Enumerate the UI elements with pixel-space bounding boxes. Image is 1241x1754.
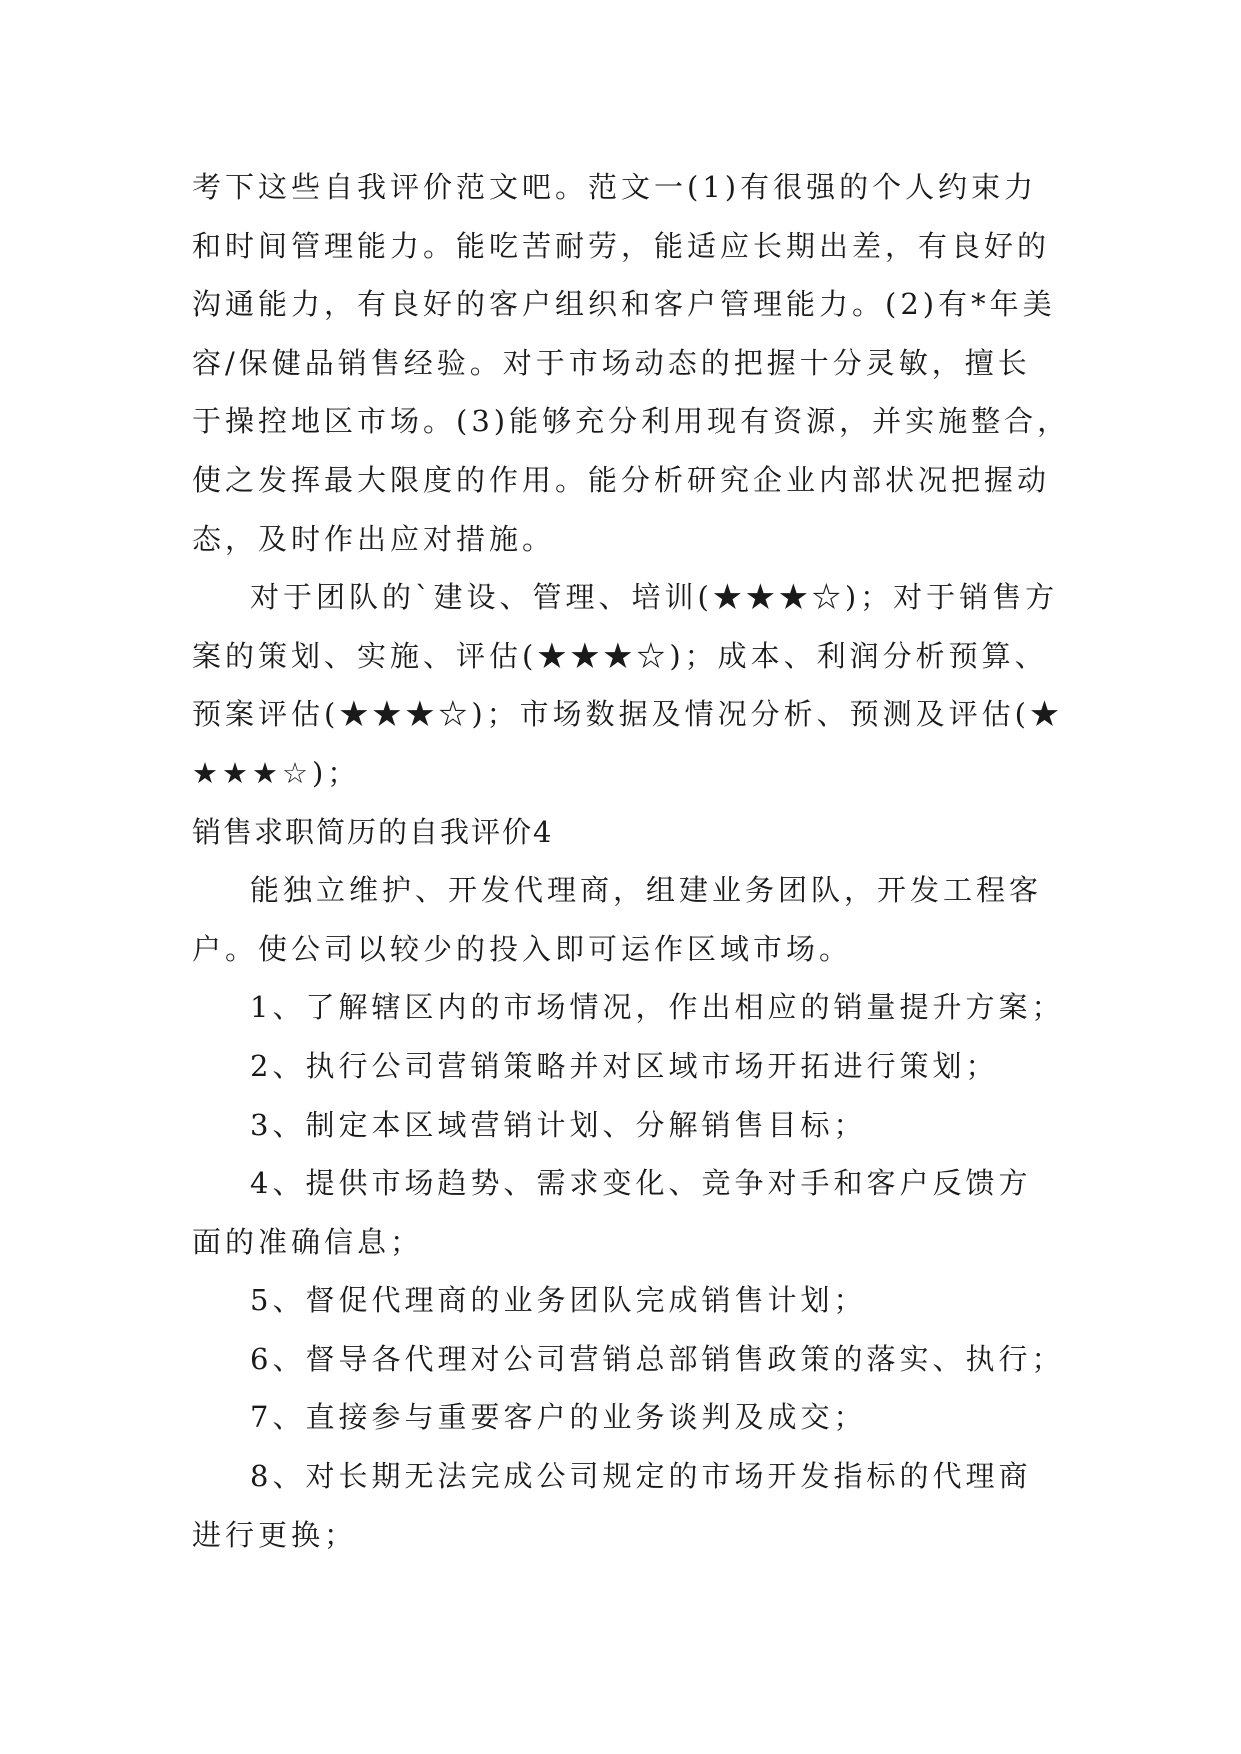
text-line: 容/保健品销售经验。对于市场动态的把握十分灵敏，擅长	[192, 345, 1031, 380]
list-item: 5、督促代理商的业务团队完成销售计划；	[250, 1283, 867, 1318]
list-item: 3、制定本区域营销计划、分解销售目标；	[250, 1107, 867, 1142]
text-line: 沟通能力，有良好的客户组织和客户管理能力。(2)有*年美	[192, 287, 1056, 322]
list-item: 7、直接参与重要客户的业务谈判及成交；	[250, 1400, 867, 1435]
text-line: 使之发挥最大限度的作用。能分析研究企业内部状况把握动	[192, 462, 1051, 497]
list-item: 8、对长期无法完成公司规定的市场开发指标的代理商	[250, 1459, 1032, 1494]
text-line: 对于团队的`建设、管理、培训(★★★☆)；对于销售方	[250, 580, 1059, 615]
document-body	[192, 158, 1071, 1564]
list-item: 2、执行公司营销策略并对区域市场开拓进行策划；	[250, 1048, 999, 1083]
text-line: 面的准确信息；	[192, 1224, 424, 1259]
list-item: 6、督导各代理对公司营销总部销售政策的落实、执行；	[250, 1341, 1065, 1376]
section-heading: 销售求职简历的自我评价4	[192, 814, 554, 849]
text-line: 户。使公司以较少的投入即可运作区域市场。	[192, 931, 853, 966]
text-line: 和时间管理能力。能吃苦耐劳，能适应长期出差，有良好的	[192, 228, 1051, 263]
list-item: 1、了解辖区内的市场情况，作出相应的销量提升方案；	[250, 990, 1065, 1025]
text-line: 能独立维护、开发代理商，组建业务团队，开发工程客	[250, 873, 1043, 908]
list-item: 4、提供市场趋势、需求变化、竞争对手和客户反馈方	[250, 1166, 1032, 1201]
text-line: 于操控地区市场。(3)能够充分利用现有资源，并实施整合，	[192, 404, 1071, 439]
text-line: 态，及时作出应对措施。	[192, 521, 556, 556]
text-line: ★★★☆)；	[192, 755, 361, 790]
text-line: 案的策划、实施、评估(★★★☆)；成本、利润分析预算、	[192, 638, 1048, 673]
text-line: 预案评估(★★★☆)；市场数据及情况分析、预测及评估(★	[192, 697, 1063, 732]
text-line: 考下这些自我评价范文吧。范文一(1)有很强的个人约束力	[192, 170, 1038, 204]
text-line: 进行更换；	[192, 1517, 358, 1552]
